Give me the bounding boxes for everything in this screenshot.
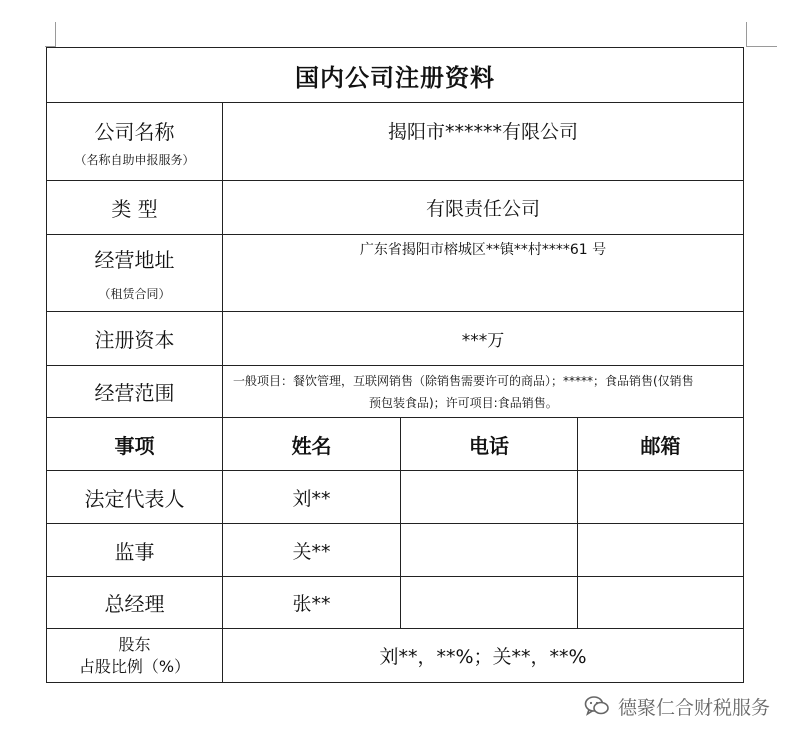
- header-name: 姓名: [223, 418, 401, 471]
- company-name-label: 公司名称: [94, 119, 175, 144]
- page-corner-mark-left: [45, 22, 56, 47]
- address-sublabel: （租赁合同）: [98, 287, 171, 301]
- scope-line-2: 预包装食品)；许可项目:食品销售。: [369, 395, 558, 410]
- shareholders-label: 股东: [118, 634, 151, 654]
- watermark: [584, 693, 770, 719]
- shareholders-value: 刘**，**%；关**，**%: [223, 629, 744, 683]
- phone-cell: [401, 577, 578, 629]
- table-row: [47, 471, 744, 524]
- phone-cell: [401, 524, 578, 577]
- address-label-cell: [47, 235, 223, 312]
- email-cell: [578, 471, 744, 524]
- capital-label: 注册资本: [47, 312, 223, 366]
- page-corner-mark-right: [746, 22, 777, 47]
- address-value: 广东省揭阳市榕城区**镇**村****61 号: [223, 235, 744, 312]
- wechat-icon: [584, 694, 610, 718]
- role-cell: 监事: [47, 524, 223, 577]
- capital-value: ***万: [223, 312, 744, 366]
- shareholders-label-cell: [47, 629, 223, 683]
- type-value: 有限责任公司: [223, 181, 744, 235]
- phone-cell: [401, 471, 578, 524]
- address-label: 经营地址: [94, 248, 175, 272]
- name-cell: 张**: [223, 577, 401, 629]
- email-cell: [578, 524, 744, 577]
- email-cell: [578, 577, 744, 629]
- form-title: 国内公司注册资料: [47, 48, 744, 103]
- company-name-label-cell: [47, 103, 223, 181]
- role-cell: 总经理: [47, 577, 223, 629]
- table-row: [47, 524, 744, 577]
- header-phone: 电话: [401, 418, 578, 471]
- scope-value: [223, 366, 744, 418]
- type-label: 类 型: [47, 181, 223, 235]
- table-row: [47, 577, 744, 629]
- name-cell: 刘**: [223, 471, 401, 524]
- role-cell: 法定代表人: [47, 471, 223, 524]
- header-role: 事项: [47, 418, 223, 471]
- shareholders-ratio-label: 占股比例（%）: [78, 656, 191, 676]
- company-name-value: 揭阳市******有限公司: [223, 103, 744, 181]
- company-name-sublabel: （名称自助申报服务）: [74, 152, 195, 167]
- watermark-text: 德聚仁合财税服务: [618, 696, 771, 719]
- company-registration-form: [46, 47, 744, 683]
- scope-label: 经营范围: [47, 366, 223, 418]
- name-cell: 关**: [223, 524, 401, 577]
- header-email: 邮箱: [578, 418, 744, 471]
- scope-line-1: 一般项目：餐饮管理，互联网销售（除销售需要许可的商品）；*****；食品销售(仅销售: [233, 373, 694, 388]
